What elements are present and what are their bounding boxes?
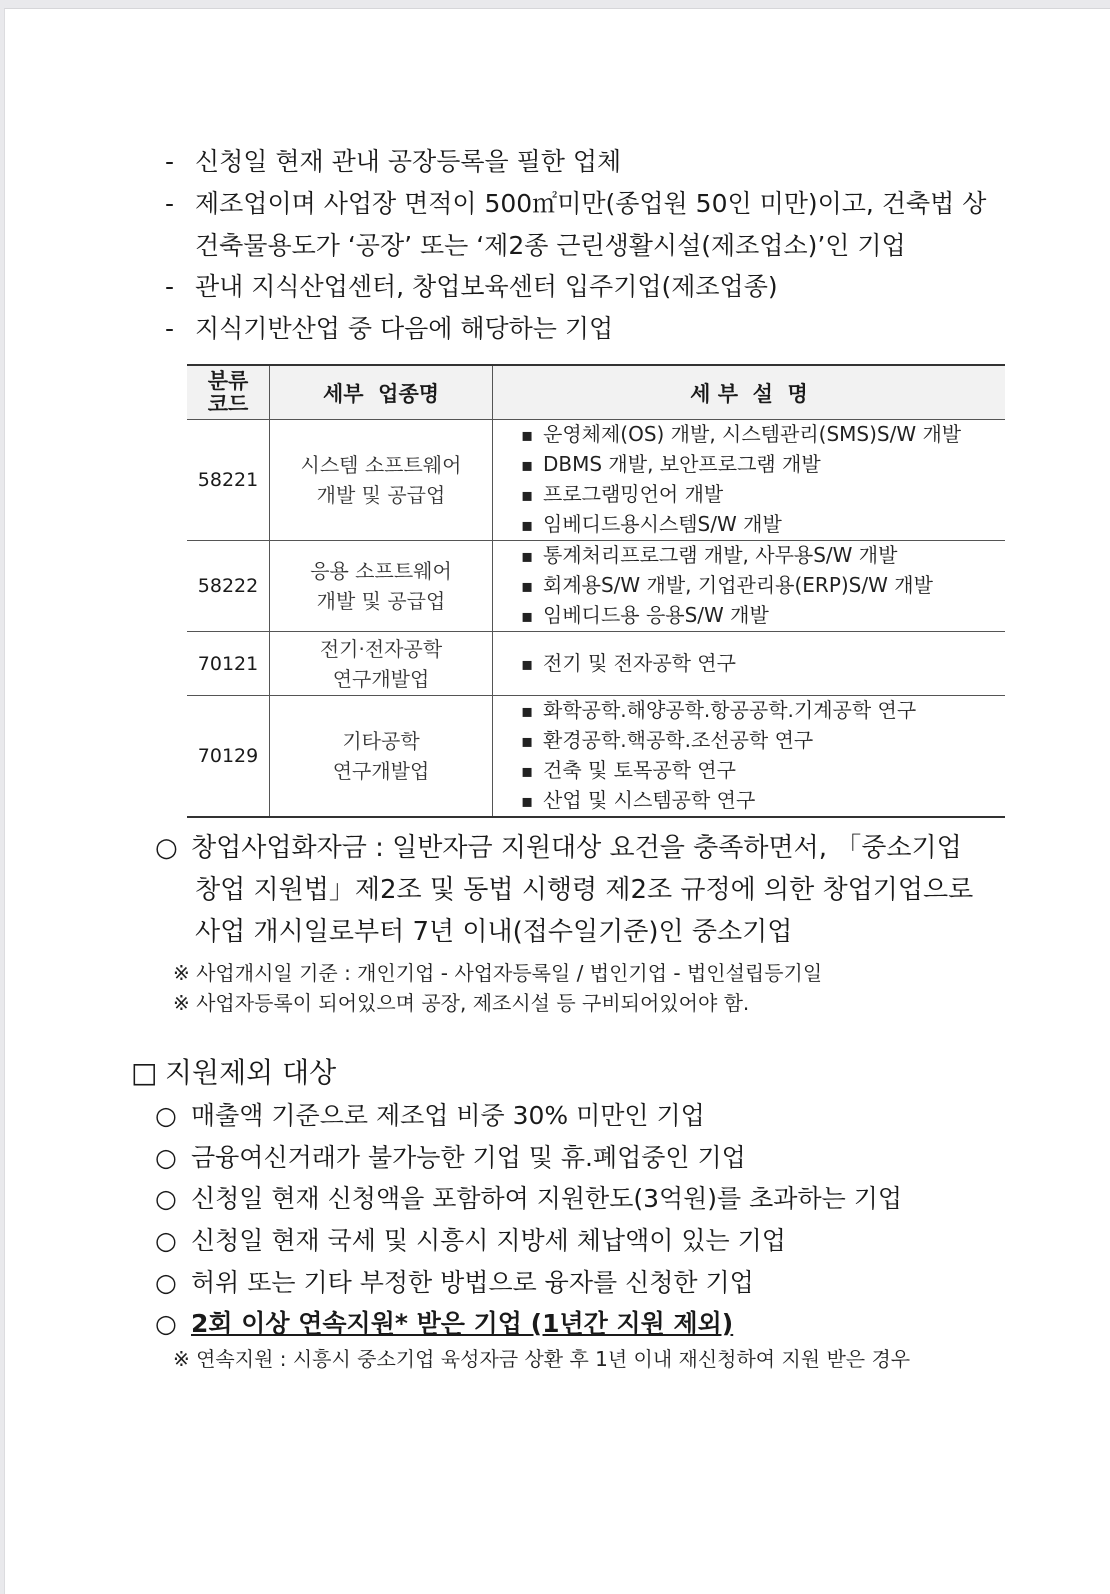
square-bullet-icon: □ xyxy=(131,1056,158,1089)
eligible-item-continuation: 건축물용도가 ‘공장’ 또는 ‘제2종 근린생활시설(제조업소)’인 기업 xyxy=(195,231,906,260)
list-item: ▪ 산업 및 시스템공학 연구 xyxy=(521,786,1005,816)
list-item: ▪ 회계용S/W 개발, 기업관리용(ERP)S/W 개발 xyxy=(521,571,1005,601)
row-desc xyxy=(493,696,1006,818)
list-item: ▪ DBMS 개발, 보안프로그램 개발 xyxy=(521,450,1005,480)
circle-bullet-icon: ○ xyxy=(155,1143,177,1172)
startup-paragraph: ○ 창업사업화자금 : 일반자금 지원대상 요건을 충족하면서, 「중소기업 xyxy=(155,833,962,863)
header-desc: 세 부 설 명 xyxy=(493,365,1006,420)
exclusion-note: ※ 연속지원 : 시흥시 중소기업 육성자금 상환 후 1년 이내 재신청하여 지원 받은 경우 xyxy=(173,1347,911,1371)
exclusion-item: ○ 허위 또는 기타 부정한 방법으로 융자를 신청한 기업 xyxy=(155,1266,754,1300)
row-desc xyxy=(493,632,1006,696)
circle-bullet-icon: ○ xyxy=(155,1309,177,1338)
list-item: ▪ 프로그램밍언어 개발 xyxy=(521,480,1005,510)
table-row xyxy=(187,420,1005,541)
list-item: ▪ 운영체제(OS) 개발, 시스템관리(SMS)S/W 개발 xyxy=(521,420,1005,450)
dash-bullet: - xyxy=(165,272,175,301)
dash-bullet: - xyxy=(165,189,175,218)
list-item: ▪ 화학공학.해양공학.항공공학.기계공학 연구 xyxy=(521,696,1005,726)
startup-note: ※ 사업자등록이 되어있으며 공장, 제조시설 등 구비되어있어야 함. xyxy=(173,991,750,1015)
section-heading-exclusion: □ 지원제외 대상 xyxy=(131,1054,336,1092)
row-code: 58222 xyxy=(187,541,270,632)
row-desc xyxy=(493,541,1006,632)
header-name: 세부 업종명 xyxy=(270,365,493,420)
table-row xyxy=(187,632,1005,696)
table-row xyxy=(187,696,1005,818)
dash-bullet: - xyxy=(165,314,175,343)
eligible-item: - 관내 지식산업센터, 창업보육센터 입주기업(제조업종) xyxy=(165,270,778,304)
dash-bullet: - xyxy=(165,147,175,176)
exclusion-item: ○ 금융여신거래가 불가능한 기업 및 휴.폐업중인 기업 xyxy=(155,1141,746,1175)
table-header-row xyxy=(187,365,1005,420)
row-name: 기타공학 연구개발업 xyxy=(270,696,493,818)
table-row xyxy=(187,541,1005,632)
list-item: ▪ 전기 및 전자공학 연구 xyxy=(521,649,1005,679)
startup-note: ※ 사업개시일 기준 : 개인기업 - 사업자등록일 / 법인기업 - 법인설립등기일 xyxy=(173,961,823,985)
exclusion-item: ○ 2회 이상 연속지원* 받은 기업 (1년간 지원 제외) xyxy=(155,1307,733,1341)
row-desc xyxy=(493,420,1006,541)
circle-bullet-icon: ○ xyxy=(155,1226,177,1255)
eligible-item: - 지식기반산업 중 다음에 해당하는 기업 xyxy=(165,312,613,346)
eligible-item: - 신청일 현재 관내 공장등록을 필한 업체 xyxy=(165,145,621,179)
row-name: 응용 소프트웨어 개발 및 공급업 xyxy=(270,541,493,632)
document-page xyxy=(4,8,1110,1594)
row-name: 전기·전자공학 연구개발업 xyxy=(270,632,493,696)
list-item: ▪ 환경공학.핵공학.조선공학 연구 xyxy=(521,726,1005,756)
exclusion-item: ○ 신청일 현재 신청액을 포함하여 지원한도(3억원)를 초과하는 기업 xyxy=(155,1182,902,1216)
list-item: ▪ 임베디드용시스템S/W 개발 xyxy=(521,510,1005,540)
exclusion-item: ○ 신청일 현재 국세 및 시흥시 지방세 체납액이 있는 기업 xyxy=(155,1224,786,1258)
row-code: 70129 xyxy=(187,696,270,818)
industry-code-table xyxy=(187,364,1005,818)
list-item: ▪ 임베디드용 응용S/W 개발 xyxy=(521,601,1005,631)
header-code: 분류 코드 xyxy=(187,365,270,420)
list-item: ▪ 통계처리프로그램 개발, 사무용S/W 개발 xyxy=(521,541,1005,571)
circle-bullet-icon: ○ xyxy=(155,1268,177,1297)
startup-paragraph-line: 창업 지원법」제2조 및 동법 시행령 제2조 규정에 의한 창업기업으로 xyxy=(195,875,974,905)
row-code: 70121 xyxy=(187,632,270,696)
circle-bullet-icon: ○ xyxy=(155,833,178,863)
circle-bullet-icon: ○ xyxy=(155,1184,177,1213)
list-item: ▪ 건축 및 토목공학 연구 xyxy=(521,756,1005,786)
row-name: 시스템 소프트웨어 개발 및 공급업 xyxy=(270,420,493,541)
startup-paragraph-line: 사업 개시일로부터 7년 이내(접수일기준)인 중소기업 xyxy=(195,917,793,947)
eligible-item: - 제조업이며 사업장 면적이 500㎡미만(종업원 50인 미만)이고, 건축법 상 xyxy=(165,187,986,221)
circle-bullet-icon: ○ xyxy=(155,1101,177,1130)
row-code: 58221 xyxy=(187,420,270,541)
exclusion-item: ○ 매출액 기준으로 제조업 비중 30% 미만인 기업 xyxy=(155,1099,705,1133)
